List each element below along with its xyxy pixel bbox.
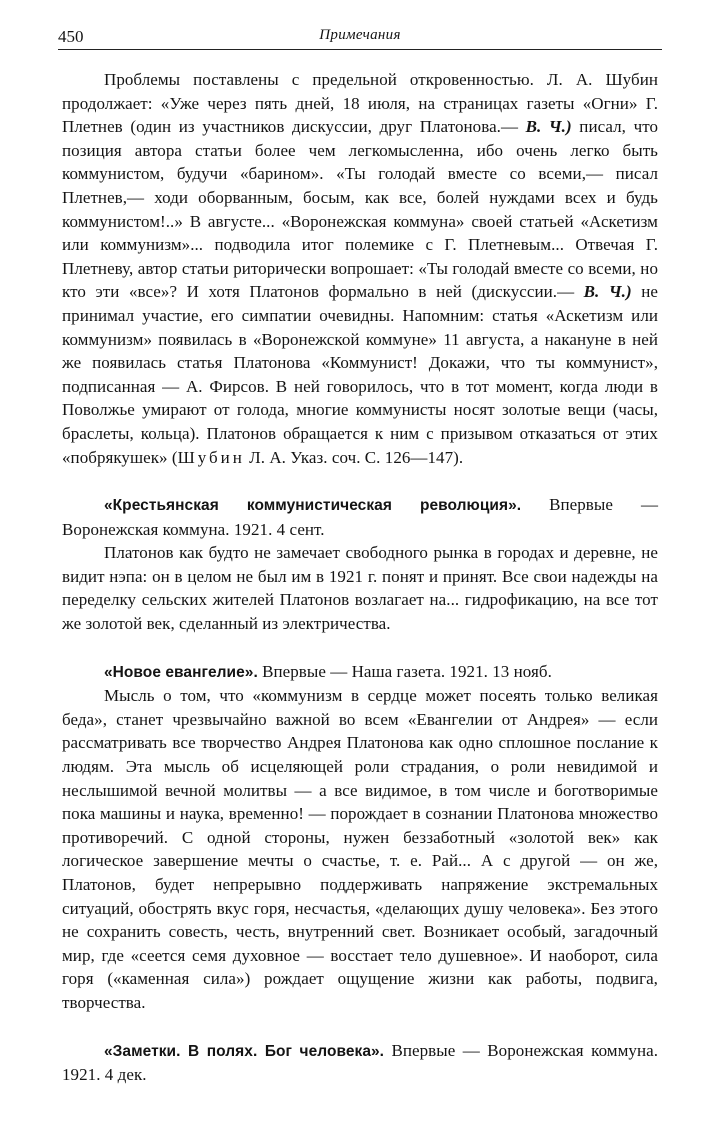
note-title: «Заметки. В полях. Бог человека». xyxy=(104,1042,385,1060)
page-header xyxy=(58,24,662,50)
text-run: Проблемы поставлены с предельной откровенностью. Л. А. Шубин продолжает: «Уже через пять дней, 18 июля, на страницах газеты «Огни» Г. Плетнев (один из участников дискуссии, друг Платонова.— xyxy=(62,70,658,137)
note-title: «Новое евангелие». xyxy=(104,663,258,681)
text-run: писал, что позиция автора статьи более чем легкомысленна, ибо очень легко быть коммунистом, будучи «барином». «Ты голодай вместе со всеми,— писал Плетнев,— ходи оборванным, босым, как все, болей нуждами всех и будь коммунистом!..» В августе... «Воронежская коммуна» своей статьей «Аскетизм или коммунизм»... подводила итог полемике с Г. Плетневым... Отвечая Г. Плетневу, автор статьи риторически вопрошает: «Ты голодай вместе со всеми, но кто эти «все»? И хотя Платонов формально в ней (дискуссии.— xyxy=(62,117,658,302)
editor-initials: В. Ч.) xyxy=(525,117,572,137)
note-heading xyxy=(62,1039,658,1087)
note-heading xyxy=(62,660,658,685)
note-source: Впервые — Воронежская коммуна. 1921. 4 сент. xyxy=(62,495,658,539)
page-number: 450 xyxy=(58,27,84,46)
page-body xyxy=(62,68,658,1087)
text-run: не принимал участие, его симпатии очевидны. Напомним: статья «Аскетизм или коммунизм» появилась в «Воронежской коммуне» 11 августа, а накануне в ней же появилась статья Платонова «Коммунист! Докажи, что ты коммунист», подписанная — А. Фирсов. В ней говорилось, что в тот момент, когда люди в Поволжье умирают от голода, многие коммунисты носят золотые вещи (часы, браслеты, кольца). Платонов обращается к ним с призывом отказаться от этих «побрякушек» ( xyxy=(62,282,658,467)
note-title: «Крестьянская коммунистическая революция». xyxy=(104,497,522,515)
note-text: Платонов как будто не замечает свободного рынка в городах и деревне, не видит нэпа: он в целом не был им в 1921 г. понят и принят. Все свои надежды на переделку сельских жителей Платонов возлагает на... гидрофикацию, на все тот же золотой век, сделанный из электричества. xyxy=(62,543,658,634)
running-head: Примечания xyxy=(319,27,401,43)
commentary-paragraph xyxy=(62,68,658,469)
note-source: Впервые — Воронежская коммуна. 1921. 4 дек. xyxy=(62,1040,659,1085)
note-heading xyxy=(62,493,658,541)
header-rule xyxy=(58,49,662,50)
text-run: Л. А. Указ. соч. С. 126—147). xyxy=(244,447,464,467)
section-gap xyxy=(62,636,658,660)
section-gap xyxy=(62,469,658,493)
note-source: Впервые — Наша газета. 1921. 13 нояб. xyxy=(257,661,552,681)
editor-initials: В. Ч.) xyxy=(583,282,632,302)
cited-author: Шубин xyxy=(177,447,245,467)
section-gap xyxy=(62,1015,658,1039)
note-text: Мысль о том, что «коммунизм в сердце может посеять только великая беда», станет чрезвычайно важной во всем «Евангелии от Андрея» — если рассматривать все творчество Андрея Платонова как одно сплошное послание к людям. Эта мысль об исцеляющей роли страдания, о роли невидимой и неслышимой вечной молитвы — а все видимое, в том числе и боготворимые пока машины и наука, временно! — порождает в сознании Платонова множество противоречий. С одной стороны, нужен беззаботный «золотой век» как логическое завершение мечты о счастье, т. е. Рай... А с другой — он же, Платонов, будет непрерывно поддерживать напряжение экстремальных ситуаций, обострять вкус горя, несчастья, «делающих душу человека». Без этого не сохранить совесть, честь, внутренний свет. Возникает особый, загадочный мир, где «сеется семя духовное — восстает тело душевное». И наоборот, сила горя («каменная сила») рождает ощущение жизни как работы, подвига, творчества. xyxy=(62,686,658,1012)
